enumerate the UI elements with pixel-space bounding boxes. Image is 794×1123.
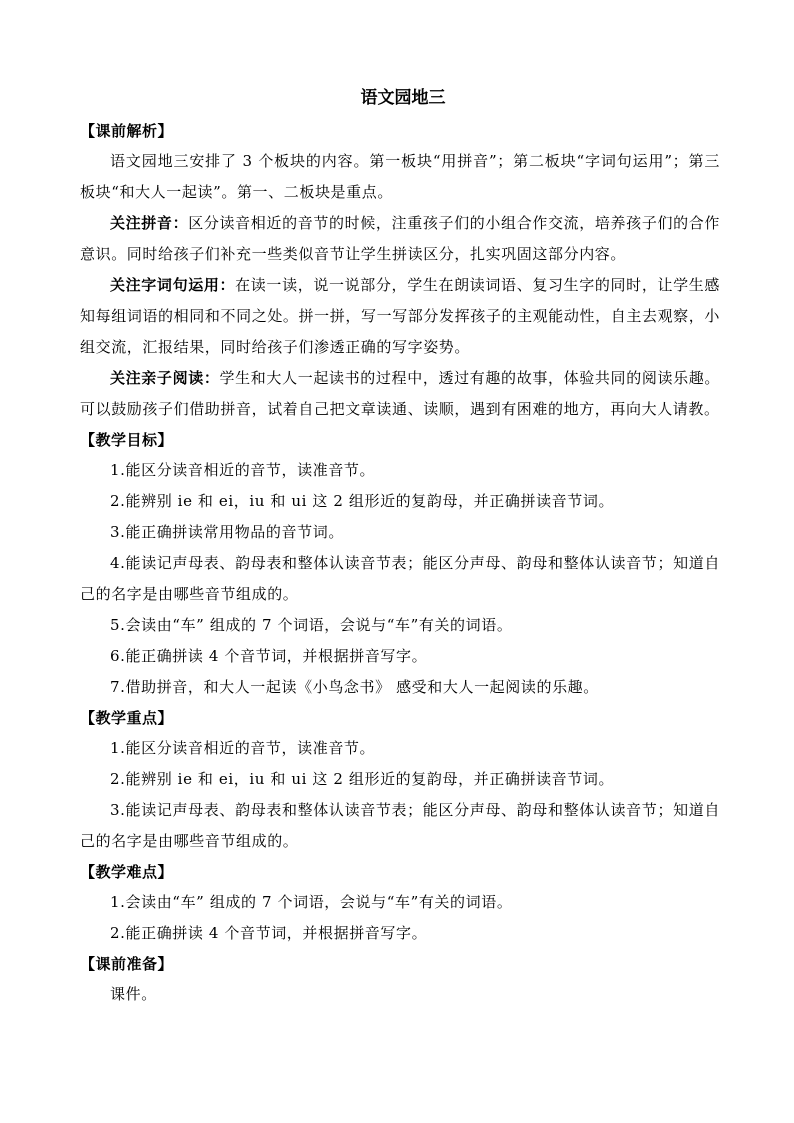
paragraph-text: 在读一读，说一说部分，学生在朗读词语、复习生字的同时，让学生感知每组词语的相同和不同之处。拼一拼，写一写部分发挥孩子的主观能动性，自主去观察，小组交流，汇报结果，同时给孩子们渗透正确的写字姿势。 xyxy=(80,276,720,356)
list-item: 7.借助拼音，和大人一起读《小鸟念书》 感受和大人一起阅读的乐趣。 xyxy=(110,678,599,696)
section-heading: 【教学难点】 xyxy=(80,863,174,881)
list-item: 课件。 xyxy=(110,985,157,1003)
section-heading: 【教学目标】 xyxy=(80,431,174,449)
paragraph xyxy=(80,146,720,208)
section-heading: 【教学重点】 xyxy=(80,709,174,727)
paragraph xyxy=(80,270,720,363)
paragraph-lead: 关注拼音： xyxy=(110,214,189,232)
list-item: 2.能辨别 ie 和 ei，iu 和 ui 这 2 组形近的复韵母，并正确拼读音节词。 xyxy=(110,492,615,510)
list-item: 1.能区分读音相近的音节，读准音节。 xyxy=(110,739,376,757)
list-item: 3.能正确拼读常用物品的音节词。 xyxy=(110,523,344,541)
section-preparation xyxy=(80,949,720,1010)
paragraph-text: 语文园地三安排了 3 个板块的内容。第一板块“用拼音”；第二板块“字词句运用”；第三板块“和大人一起读”。第一、二板块是重点。 xyxy=(80,152,720,201)
paragraph-lead: 关注亲子阅读： xyxy=(110,369,220,387)
section-heading: 【课前准备】 xyxy=(80,955,174,973)
section-pre-class-analysis xyxy=(80,116,720,425)
paragraph-text: 学生和大人一起读书的过程中，透过有趣的故事，体验共同的阅读乐趣。可以鼓励孩子们借助拼音，试着自己把文章读通、读顺，遇到有困难的地方，再向大人请教。 xyxy=(80,369,721,418)
paragraph-text: 区分读音相近的音节的时候，注重孩子们的小组合作交流，培养孩子们的合作意识。同时给孩子们补充一些类似音节让学生拼读区分，扎实巩固这部分内容。 xyxy=(80,214,720,263)
paragraph-lead: 关注字词句运用： xyxy=(110,276,236,294)
list-item: 5.会读由“车” 组成的 7 个词语，会说与“车”有关的词语。 xyxy=(110,616,513,634)
section-teaching-focus xyxy=(80,703,720,857)
paragraph xyxy=(80,363,720,425)
paragraph xyxy=(80,208,720,270)
list-item: 1.会读由“车” 组成的 7 个词语，会说与“车”有关的词语。 xyxy=(110,893,513,911)
list-item: 4.能读记声母表、韵母表和整体认读音节表；能区分声母、韵母和整体认读音节；知道自己的名字是由哪些音节组成的。 xyxy=(80,554,720,603)
section-heading: 【课前解析】 xyxy=(80,122,174,140)
list-item: 1.能区分读音相近的音节，读准音节。 xyxy=(110,461,376,479)
document-title: 语文园地三 xyxy=(360,88,446,108)
list-item: 3.能读记声母表、韵母表和整体认读音节表；能区分声母、韵母和整体认读音节；知道自己的名字是由哪些音节组成的。 xyxy=(80,801,720,850)
list-item: 2.能辨别 ie 和 ei，iu 和 ui 这 2 组形近的复韵母，并正确拼读音节词。 xyxy=(110,770,615,788)
list-item: 6.能正确拼读 4 个音节词，并根据拼音写字。 xyxy=(110,647,428,665)
list-item: 2.能正确拼读 4 个音节词，并根据拼音写字。 xyxy=(110,924,428,942)
section-teaching-difficulties xyxy=(80,857,720,949)
section-teaching-goals xyxy=(80,425,720,703)
